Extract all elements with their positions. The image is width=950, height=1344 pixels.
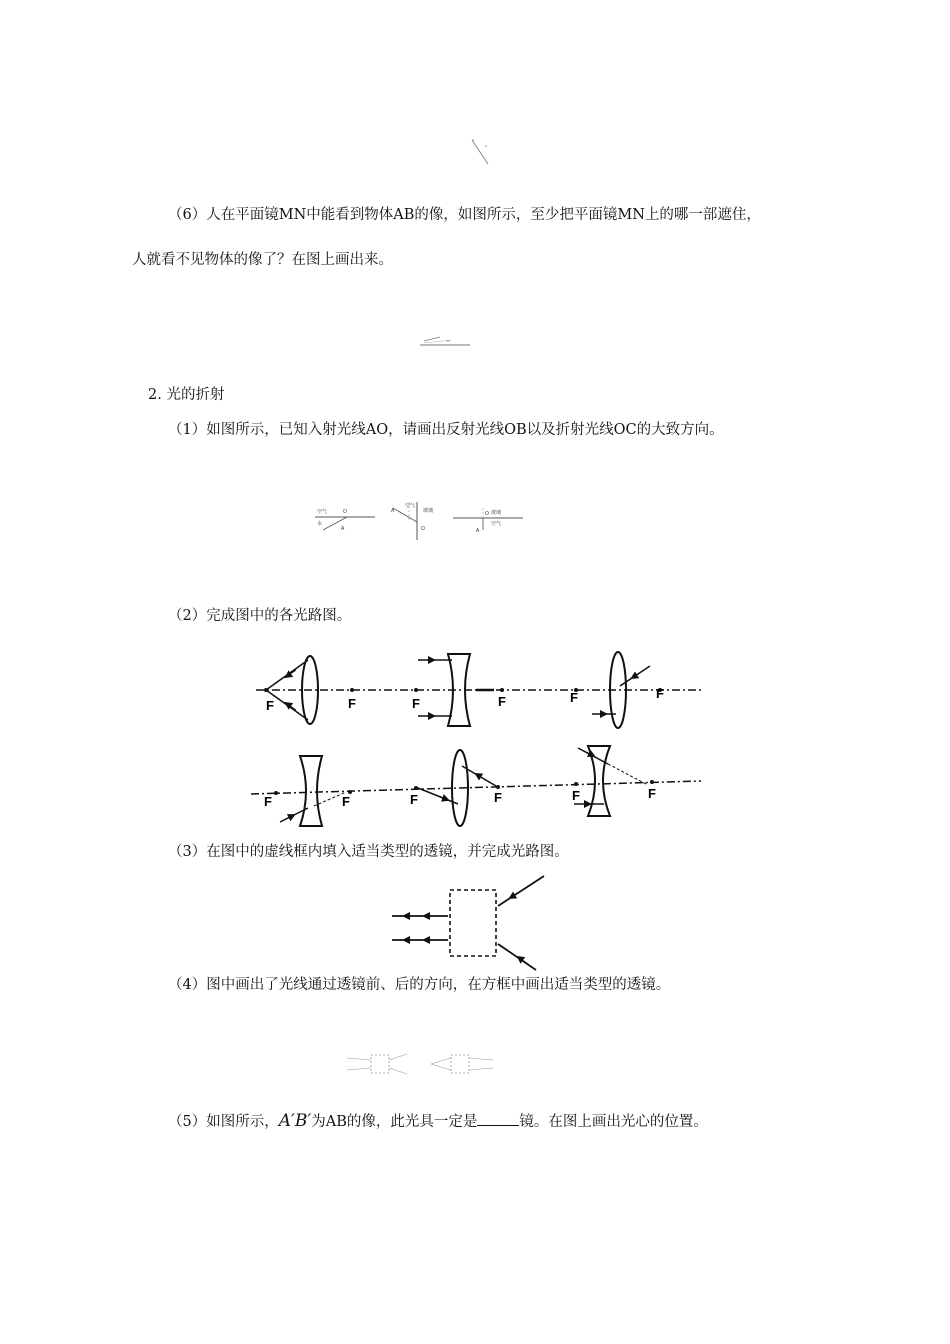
fig1-label-o: O <box>343 509 347 515</box>
fig2-label-side: 玻璃 <box>423 508 434 514</box>
question-1-6-line-2: 人就看不见物体的像了？在图上画出来。 <box>132 252 393 268</box>
fig3-label-a: A <box>476 528 480 534</box>
question-1-6-line-1: （6）人在平面镜MN中能看到物体AB的像，如图所示，至少把平面镜MN上的哪一部遮住， <box>168 207 761 223</box>
fig3-label-top: 玻璃 <box>491 510 502 516</box>
dashed-box-lens-figure <box>388 872 558 972</box>
focus-label: F <box>570 690 578 705</box>
answer-blank[interactable] <box>477 1111 519 1126</box>
focus-label: F <box>498 694 506 709</box>
fig1-label-top: 空气 <box>317 509 328 515</box>
focus-label: F <box>656 686 664 701</box>
mirror-mn-figure <box>418 332 478 352</box>
focus-label: F <box>572 788 580 803</box>
small-reflection-figure-top <box>462 132 502 172</box>
image-label-ab-prime: A′B′ <box>278 1111 312 1131</box>
fig2-label-top: 空气 <box>405 503 416 509</box>
focus-label: F <box>342 794 350 809</box>
question-2-5-prefix: （5）如图所示， <box>168 1114 279 1130</box>
question-2-2-text: （2）完成图中的各光路图。 <box>168 608 352 624</box>
focus-label: F <box>348 696 356 711</box>
refraction-three-figures <box>313 500 543 550</box>
lens-ray-diagrams <box>246 636 726 836</box>
question-2-1-text: （1）如图所示，已知入射光线AO，请画出反射光线OB以及折射光线OC的大致方向。 <box>168 422 724 438</box>
focus-label: F <box>648 786 656 801</box>
fig1-label-bottom: 水 <box>317 521 323 527</box>
fig1-label-a: A <box>341 526 345 532</box>
fig2-label-a: A <box>391 508 395 514</box>
box-lens-pair-figure <box>345 1050 505 1080</box>
question-2-5-text <box>168 1111 708 1132</box>
fig2-label-o: O <box>421 526 425 532</box>
fig3-label-o: O <box>485 511 489 517</box>
question-2-5-middle: 为AB的像，此光具一定是 <box>311 1114 478 1130</box>
question-2-4-text: （4）图中画出了光线通过透镜前、后的方向，在方框中画出适当类型的透镜。 <box>168 977 671 993</box>
focus-label: F <box>264 794 272 809</box>
focus-label: F <box>494 790 502 805</box>
question-2-5-suffix: 镜。在图上画出光心的位置。 <box>519 1114 708 1130</box>
focus-label: F <box>410 792 418 807</box>
fig3-label-bottom: 空气 <box>491 521 502 527</box>
focus-label: F <box>412 696 420 711</box>
question-2-3-text: （3）在图中的虚线框内填入适当类型的透镜，并完成光路图。 <box>168 844 569 860</box>
focus-label: F <box>266 698 274 713</box>
section-2-heading: 2. 光的折射 <box>148 387 225 403</box>
